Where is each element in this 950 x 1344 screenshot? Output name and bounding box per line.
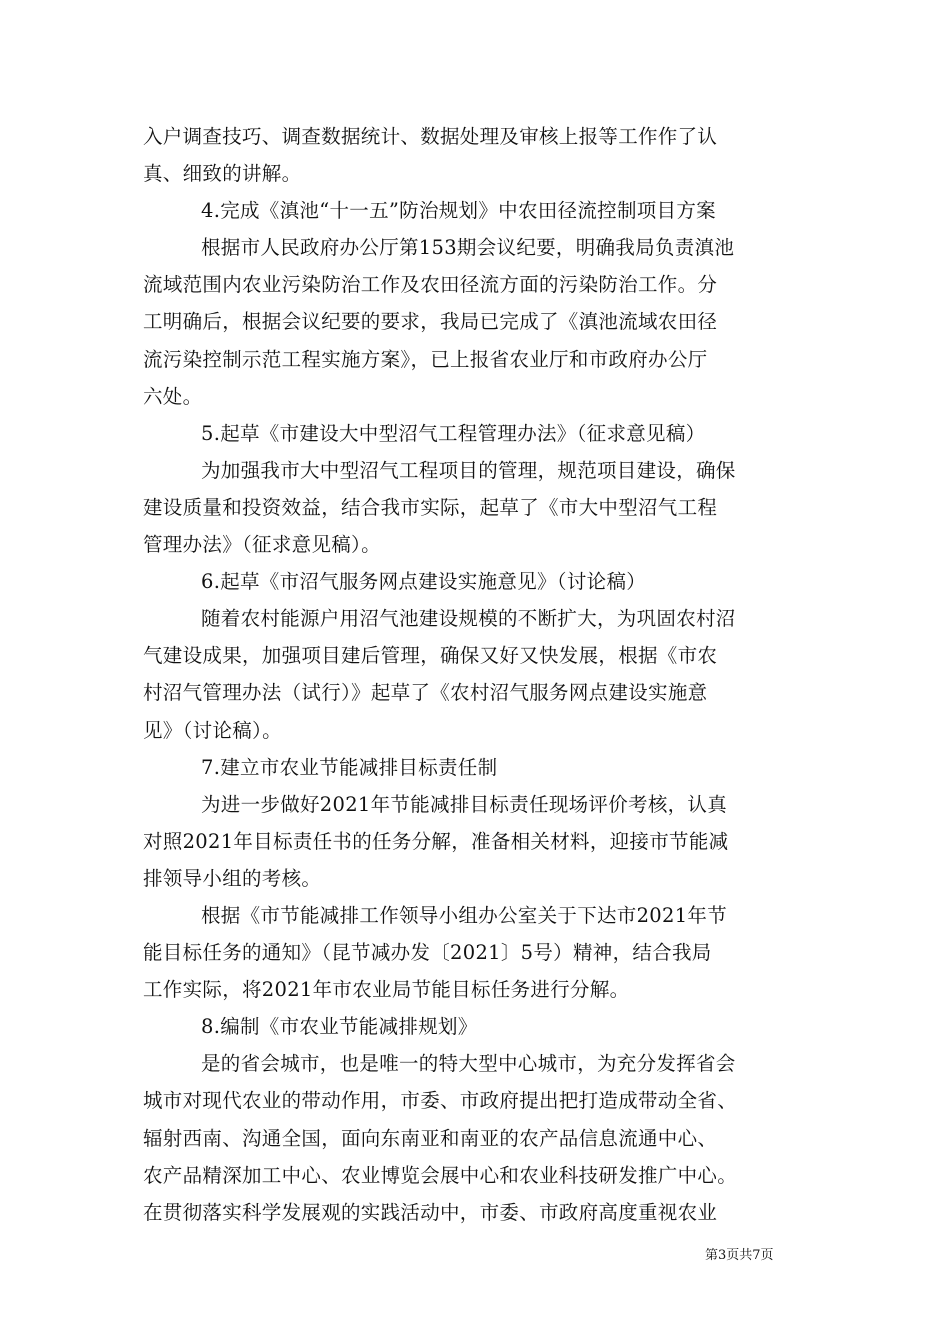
text-line: 辐射西南、沟通全国，面向东南亚和南亚的农产品信息流通中心、 [143, 1126, 718, 1150]
text-line: 随着农村能源户用沼气池建设规模的不断扩大，为巩固农村沼 [201, 607, 736, 631]
text-line: 工明确后，根据会议纪要的要求，我局已完成了《滇池流域农田径 [143, 310, 718, 334]
text-line: 建设质量和投资效益，结合我市实际，起草了《市大中型沼气工程 [143, 495, 718, 519]
text-line: 对照2021年目标责任书的任务分解，准备相关材料，迎接市节能减 [143, 829, 729, 853]
text-line: 流污染控制示范工程实施方案》，已上报省农业厅和市政府办公厅 [143, 347, 708, 371]
page-number: 第3页共7页 [705, 1248, 774, 1263]
section-heading: 7.建立市农业节能减排目标责任制 [201, 755, 498, 779]
text-line: 在贯彻落实科学发展观的实践活动中，市委、市政府高度重视农业 [143, 1200, 718, 1224]
section-heading: 4.完成《滇池“十一五”防治规划》中农田径流控制项目方案 [201, 199, 716, 223]
text-line: 是的省会城市，也是唯一的特大型中心城市，为充分发挥省会 [201, 1052, 736, 1076]
text-line: 能目标任务的通知》（昆节减办发〔2021〕5号）精神，结合我局 [143, 941, 712, 965]
text-line: 为进一步做好2021年节能减排目标责任现场评价考核，认真 [201, 792, 728, 816]
text-line: 真、细致的讲解。 [143, 162, 302, 186]
text-line: 入户调查技巧、调查数据统计、数据处理及审核上报等工作作了认 [143, 125, 718, 148]
text-line: 六处。 [143, 384, 203, 408]
text-line: 村沼气管理办法（试行）》起草了《农村沼气服务网点建设实施意 [143, 681, 708, 705]
text-line: 流域范围内农业污染防治工作及农田径流方面的污染防治工作。分 [143, 273, 718, 297]
text-line: 城市对现代农业的带动作用，市委、市政府提出把打造成带动全省、 [143, 1089, 738, 1113]
section-heading: 6.起草《市沼气服务网点建设实施意见》（讨论稿） [201, 570, 647, 594]
text-line: 农产品精深加工中心、农业博览会展中心和农业科技研发推广中心。 [143, 1163, 738, 1187]
text-line: 见》（讨论稿）。 [143, 718, 282, 742]
text-line: 根据市人民政府办公厅第153期会议纪要，明确我局负责滇池 [201, 236, 735, 260]
section-heading: 5.起草《市建设大中型沼气工程管理办法》（征求意见稿） [201, 421, 706, 445]
text-line: 根据《市节能减排工作领导小组办公室关于下达市2021年节 [201, 903, 728, 927]
section-heading: 8.编制《市农业节能减排规划》 [201, 1015, 478, 1039]
document-body [143, 118, 815, 1231]
text-line: 管理办法》（征求意见稿）。 [143, 533, 381, 557]
text-line: 工作实际，将2021年市农业局节能目标任务进行分解。 [143, 978, 630, 1002]
text-line: 排领导小组的考核。 [143, 866, 322, 890]
text-line: 气建设成果，加强项目建后管理，确保又好又快发展，根据《市农 [143, 644, 718, 668]
text-line: 为加强我市大中型沼气工程项目的管理，规范项目建设，确保 [201, 458, 736, 482]
